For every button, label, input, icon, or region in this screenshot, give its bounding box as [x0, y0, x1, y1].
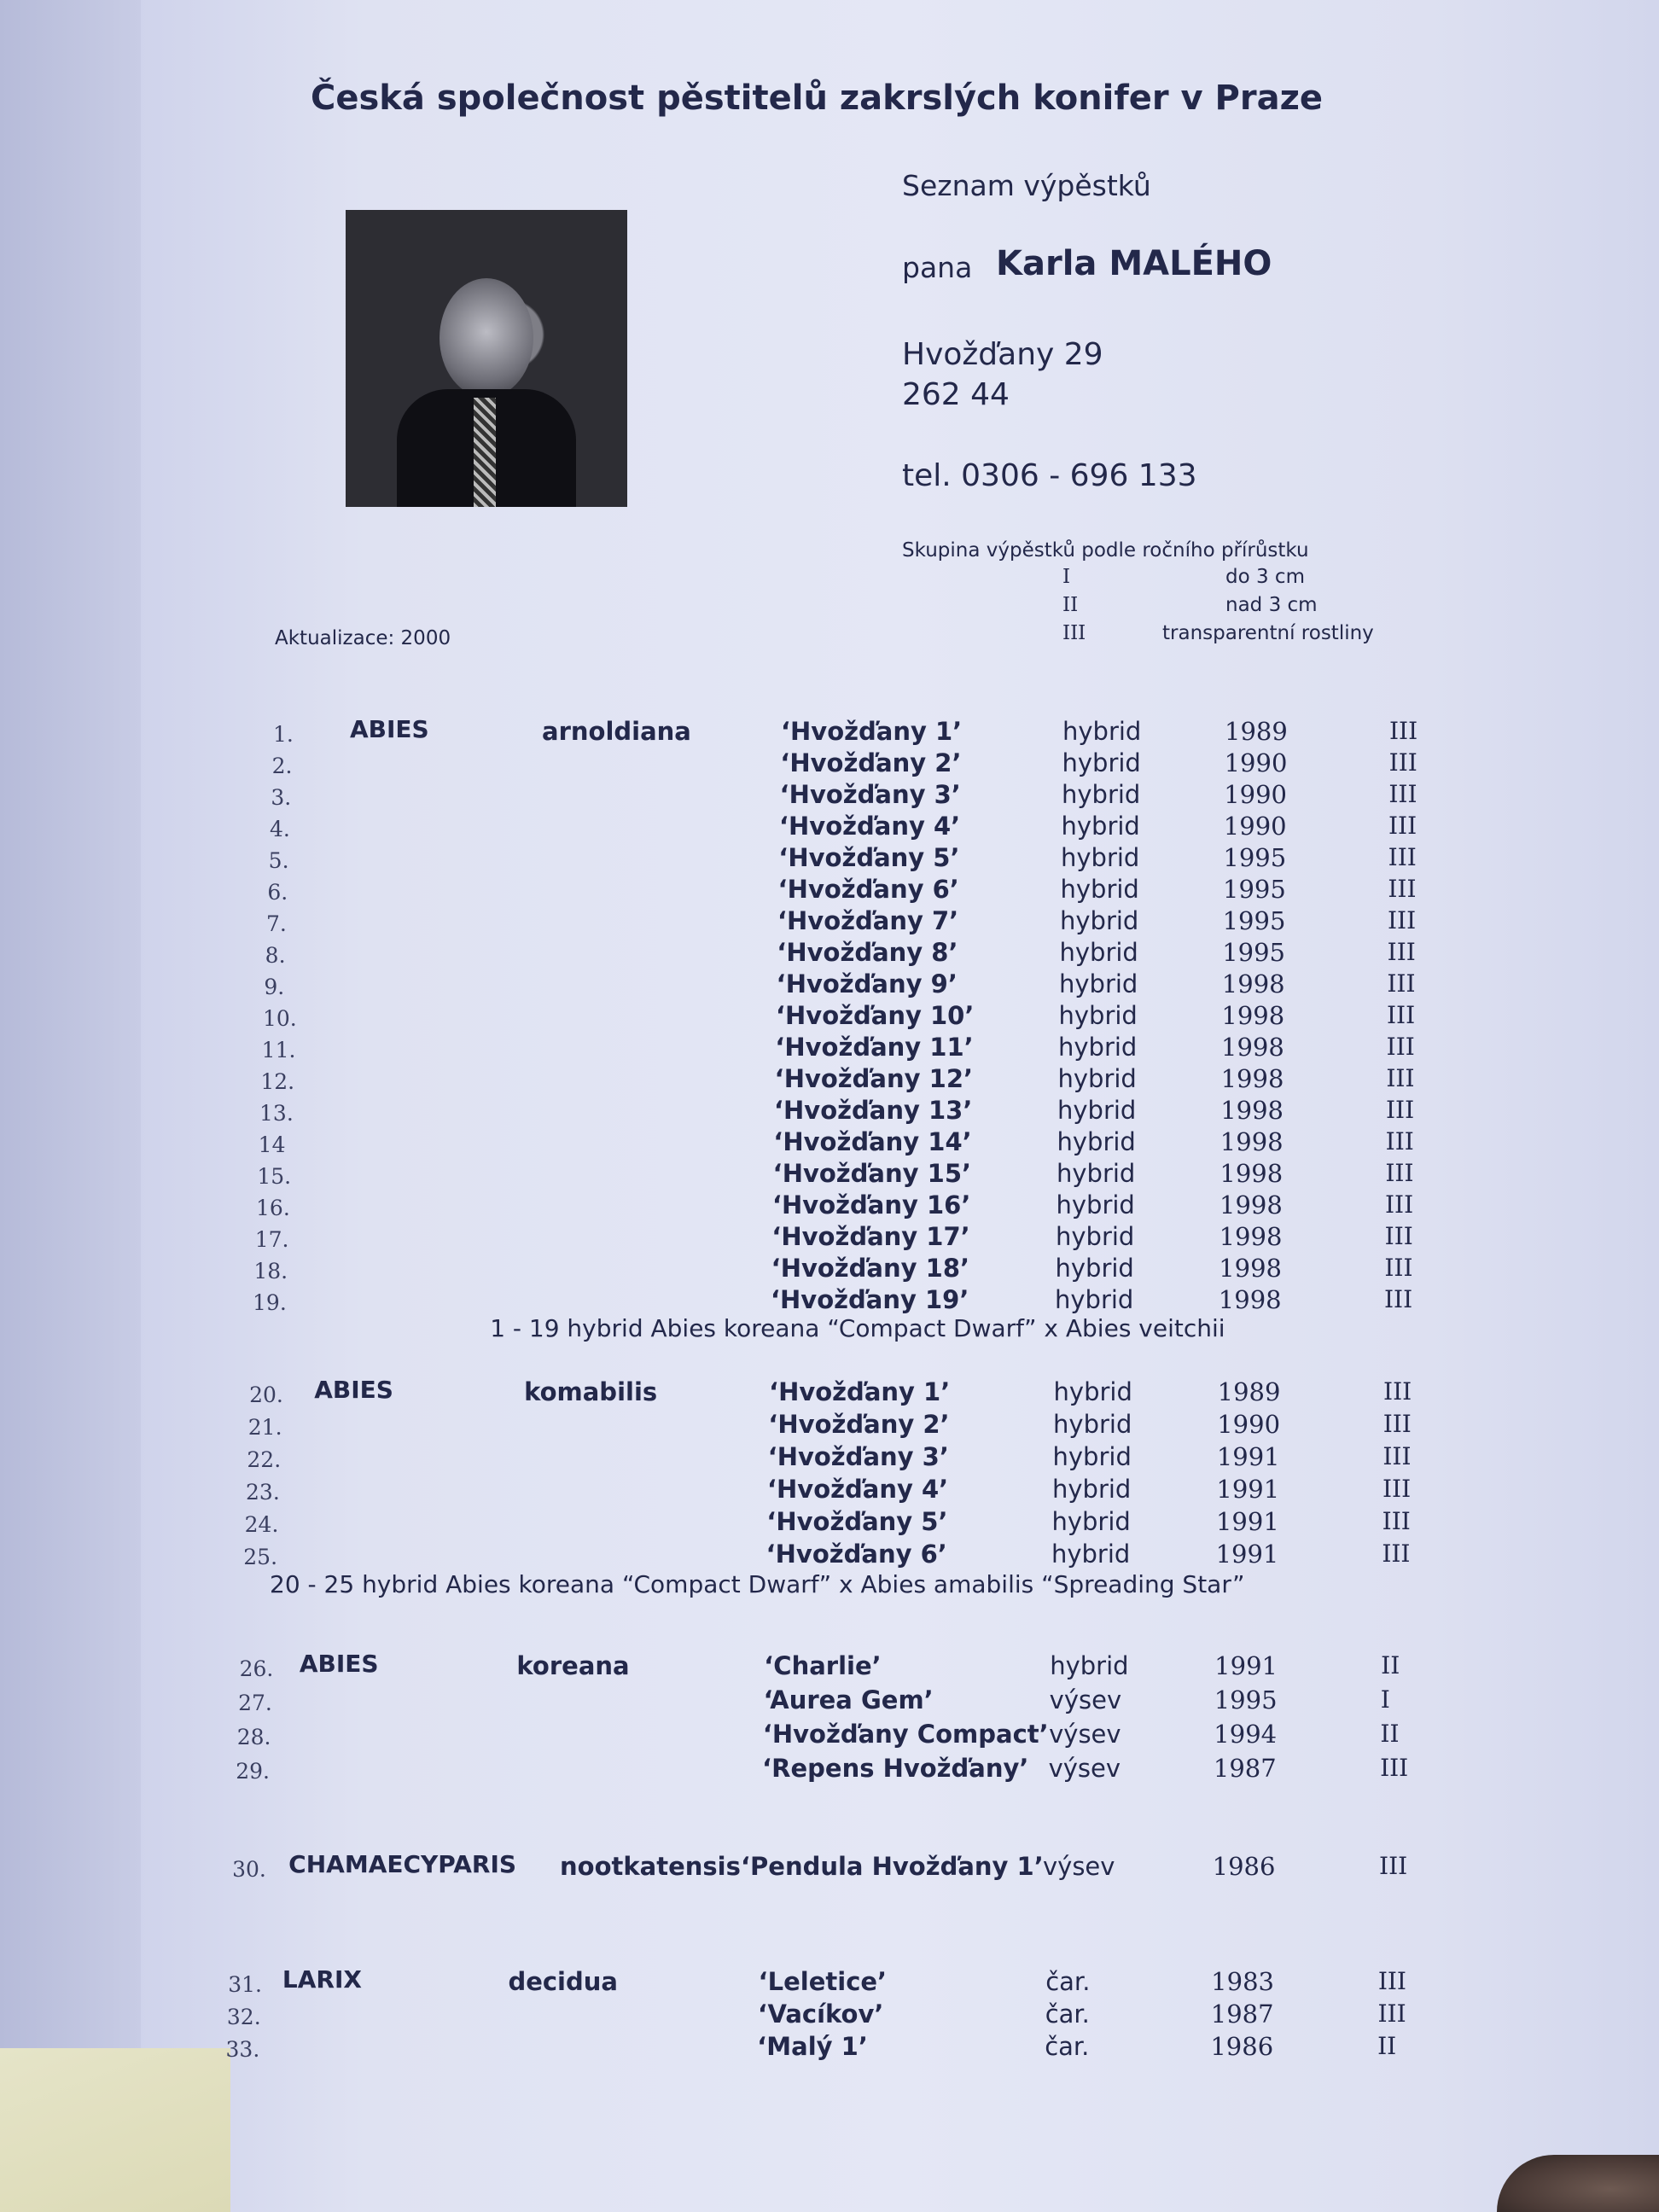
- cultivar-name: ‘Hvožďany 6’: [765, 1540, 947, 1569]
- origin: hybrid: [1058, 1033, 1138, 1062]
- row-number: 23.: [246, 1480, 280, 1505]
- origin: hybrid: [1062, 717, 1142, 746]
- year: 1995: [1223, 843, 1287, 872]
- cultivar-name: ‘Hvožďany 3’: [767, 1442, 949, 1471]
- legend-code: III: [1062, 622, 1086, 644]
- origin: hybrid: [1062, 748, 1141, 777]
- year: 1987: [1213, 1754, 1277, 1783]
- cultivar-name: ‘Hvožďany 13’: [774, 1096, 973, 1125]
- origin: hybrid: [1050, 1651, 1129, 1680]
- cultivar-name: ‘Hvožďany 1’: [781, 717, 963, 746]
- year: 1991: [1214, 1651, 1278, 1680]
- origin: hybrid: [1056, 1190, 1135, 1220]
- cultivar-name: ‘Hvožďany 18’: [771, 1254, 970, 1283]
- growth-group: III: [1387, 969, 1416, 998]
- year: 1989: [1217, 1377, 1281, 1406]
- growth-group: II: [1380, 1720, 1400, 1748]
- growth-group: III: [1386, 1064, 1415, 1092]
- row-number: 24.: [244, 1512, 279, 1537]
- origin: hybrid: [1055, 1254, 1134, 1283]
- cultivar-name: ‘Hvožďany 8’: [777, 938, 958, 967]
- growth-group: III: [1382, 1475, 1412, 1503]
- row-number: 10.: [263, 1006, 297, 1031]
- growth-group: III: [1380, 1754, 1409, 1782]
- origin: hybrid: [1051, 1540, 1131, 1569]
- row-number: 8.: [265, 943, 286, 968]
- row-number: 9.: [264, 975, 285, 999]
- origin: hybrid: [1060, 875, 1139, 904]
- cultivar-name: ‘Repens Hvožďany’: [762, 1754, 1029, 1783]
- species: nootkatensis: [560, 1852, 741, 1881]
- growth-group: III: [1382, 1442, 1412, 1470]
- legend-title: Skupina výpěstků podle ročního přírůstku: [902, 539, 1309, 562]
- row-number: 30.: [232, 1857, 266, 1882]
- year: 1995: [1214, 1685, 1278, 1714]
- background-corner: [0, 2048, 230, 2212]
- cultivar-name: ‘Hvožďany 9’: [776, 969, 958, 998]
- growth-group: III: [1386, 1096, 1415, 1124]
- growth-group: III: [1384, 1285, 1413, 1313]
- cultivar-name: ‘Hvožďany 3’: [779, 780, 961, 809]
- year: 1990: [1224, 748, 1288, 777]
- cultivar-name: ‘Hvožďany Compact’: [762, 1720, 1049, 1749]
- legend-code: I: [1062, 566, 1071, 588]
- year: 1995: [1222, 938, 1285, 967]
- year: 1998: [1220, 1127, 1284, 1156]
- origin: hybrid: [1057, 1127, 1136, 1156]
- row-number: 19.: [253, 1290, 287, 1315]
- legend-code: II: [1062, 594, 1079, 616]
- cultivar-name: ‘Hvožďany 7’: [777, 906, 959, 935]
- growth-group: I: [1380, 1685, 1390, 1714]
- row-number: 31.: [228, 1972, 263, 1997]
- origin: hybrid: [1057, 1159, 1136, 1188]
- origin: výsev: [1048, 1754, 1121, 1783]
- cultivar-name: ‘Hvožďany 2’: [780, 748, 962, 777]
- origin: hybrid: [1052, 1442, 1132, 1471]
- origin: hybrid: [1056, 1222, 1135, 1251]
- row-number: 14: [258, 1132, 286, 1157]
- year: 1998: [1221, 1001, 1285, 1030]
- legend-text: do 3 cm: [1225, 566, 1305, 588]
- year: 1991: [1216, 1475, 1280, 1504]
- cultivar-name: ‘Hvožďany 15’: [772, 1159, 972, 1188]
- year: 1991: [1215, 1507, 1279, 1536]
- origin: výsev: [1049, 1685, 1122, 1714]
- table-note: 1 - 19 hybrid Abies koreana “Compact Dwarf” x Abies veitchii: [490, 1314, 1225, 1342]
- cultivar-name: ‘Hvožďany 4’: [767, 1475, 949, 1504]
- growth-group: III: [1377, 1967, 1406, 1995]
- origin: hybrid: [1051, 1507, 1131, 1536]
- year: 1998: [1220, 1064, 1284, 1093]
- list-label: Seznam výpěstků: [902, 169, 1151, 202]
- growth-group: III: [1389, 717, 1418, 745]
- year: 1983: [1211, 1967, 1274, 1996]
- cultivar-name: ‘Vacíkov’: [757, 2000, 884, 2029]
- genus: ABIES: [314, 1376, 393, 1404]
- year: 1998: [1218, 1285, 1282, 1314]
- year: 1990: [1224, 780, 1287, 809]
- year: 1995: [1223, 875, 1286, 904]
- row-number: 6.: [267, 880, 288, 905]
- row-number: 2.: [271, 754, 293, 778]
- growth-group: III: [1377, 2000, 1406, 2028]
- row-number: 28.: [236, 1725, 271, 1749]
- year: 1991: [1216, 1442, 1280, 1471]
- origin: čar.: [1045, 2032, 1090, 2061]
- year: 1998: [1220, 1159, 1284, 1188]
- species: arnoldiana: [542, 717, 691, 746]
- genus: CHAMAECYPARIS: [288, 1850, 517, 1878]
- genus: LARIX: [282, 1965, 362, 1994]
- growth-group: II: [1377, 2032, 1397, 2060]
- year: 1991: [1215, 1540, 1279, 1569]
- growth-group: III: [1388, 906, 1417, 934]
- origin: čar.: [1045, 2000, 1090, 2029]
- year: 1986: [1212, 1852, 1276, 1881]
- growth-group: III: [1382, 1507, 1411, 1535]
- origin: hybrid: [1062, 780, 1141, 809]
- cultivar-name: ‘Hvožďany 14’: [773, 1127, 972, 1156]
- growth-group: III: [1388, 748, 1417, 777]
- row-number: 26.: [239, 1656, 274, 1681]
- row-number: 17.: [254, 1227, 289, 1252]
- row-number: 33.: [225, 2037, 260, 2062]
- growth-group: III: [1382, 1410, 1412, 1438]
- row-number: 32.: [226, 2005, 261, 2029]
- origin: hybrid: [1059, 938, 1138, 967]
- origin: hybrid: [1057, 1064, 1137, 1093]
- cultivar-name: ‘Hvožďany 10’: [776, 1001, 975, 1030]
- year: 1989: [1225, 717, 1288, 746]
- pana-label: pana: [902, 251, 973, 284]
- telephone: tel. 0306 - 696 133: [902, 458, 1197, 493]
- row-number: 12.: [260, 1069, 295, 1094]
- year: 1990: [1217, 1410, 1281, 1439]
- document-title: Česká společnost pěstitelů zakrslých konifer v Praze: [311, 79, 1323, 118]
- year: 1998: [1219, 1254, 1283, 1283]
- growth-group: III: [1384, 1222, 1413, 1250]
- year: 1998: [1219, 1222, 1283, 1251]
- row-number: 1.: [273, 722, 294, 747]
- growth-group: III: [1383, 1377, 1412, 1406]
- row-number: 4.: [270, 817, 290, 841]
- row-number: 7.: [266, 911, 287, 936]
- cultivar-name: ‘Hvožďany 6’: [777, 875, 959, 904]
- year: 1998: [1221, 969, 1285, 998]
- growth-group: III: [1385, 1159, 1414, 1187]
- cultivar-name: ‘Hvožďany 2’: [768, 1410, 950, 1439]
- year: 1998: [1220, 1096, 1284, 1125]
- origin: výsev: [1043, 1852, 1115, 1881]
- year: 1986: [1210, 2032, 1274, 2061]
- growth-group: III: [1388, 780, 1417, 808]
- growth-group: III: [1379, 1852, 1408, 1880]
- cultivar-name: ‘Hvožďany 19’: [771, 1285, 969, 1314]
- update-date: Aktualizace: 2000: [275, 627, 451, 649]
- row-number: 21.: [247, 1415, 282, 1440]
- row-number: 5.: [268, 848, 289, 873]
- species: komabilis: [524, 1377, 658, 1406]
- cultivar-name: ‘Malý 1’: [757, 2032, 868, 2061]
- cultivar-name: ‘Hvožďany 17’: [771, 1222, 970, 1251]
- origin: hybrid: [1061, 812, 1140, 841]
- portrait-photo: [346, 210, 627, 507]
- origin: hybrid: [1052, 1475, 1132, 1504]
- grower-name: Karla MALÉHO: [996, 244, 1272, 283]
- address-street: Hvožďany 29: [902, 337, 1103, 372]
- growth-group: III: [1388, 812, 1417, 840]
- cultivar-name: ‘Hvožďany 5’: [766, 1507, 948, 1536]
- cultivar-name: ‘Leletice’: [758, 1967, 888, 1996]
- origin: hybrid: [1061, 843, 1140, 872]
- row-number: 3.: [271, 785, 292, 810]
- year: 1995: [1222, 906, 1286, 935]
- growth-group: III: [1384, 1254, 1413, 1282]
- origin: hybrid: [1053, 1377, 1132, 1406]
- growth-group: II: [1381, 1651, 1400, 1679]
- row-number: 29.: [236, 1759, 271, 1784]
- genus: ABIES: [350, 715, 429, 743]
- row-number: 15.: [257, 1164, 292, 1189]
- cultivar-name: ‘Hvožďany 12’: [774, 1064, 974, 1093]
- growth-group: III: [1385, 1127, 1414, 1155]
- table-note: 20 - 25 hybrid Abies koreana “Compact Dwarf” x Abies amabilis “Spreading Star”: [270, 1570, 1245, 1598]
- origin: čar.: [1045, 1967, 1091, 1996]
- year: 1998: [1220, 1190, 1283, 1220]
- address-zip: 262 44: [902, 377, 1010, 412]
- growth-group: III: [1387, 1001, 1416, 1029]
- species: koreana: [516, 1651, 630, 1680]
- year: 1990: [1223, 812, 1287, 841]
- row-number: 18.: [253, 1259, 288, 1284]
- origin: hybrid: [1057, 1096, 1137, 1125]
- row-number: 16.: [256, 1196, 290, 1220]
- growth-group: III: [1382, 1540, 1411, 1568]
- origin: hybrid: [1060, 906, 1139, 935]
- legend-text: nad 3 cm: [1225, 594, 1318, 616]
- row-number: 11.: [261, 1038, 296, 1062]
- cultivar-name: ‘Hvožďany 16’: [772, 1190, 971, 1220]
- growth-group: III: [1388, 843, 1417, 871]
- growth-group: III: [1385, 1190, 1414, 1219]
- origin: hybrid: [1053, 1410, 1132, 1439]
- origin: výsev: [1049, 1720, 1121, 1749]
- legend-text: transparentní rostliny: [1162, 622, 1374, 644]
- cultivar-name: ‘Hvožďany 11’: [775, 1033, 974, 1062]
- origin: hybrid: [1055, 1285, 1134, 1314]
- row-number: 20.: [249, 1382, 283, 1407]
- page-shadow: [0, 0, 141, 2212]
- origin: hybrid: [1059, 969, 1138, 998]
- genus: ABIES: [299, 1650, 379, 1678]
- origin: hybrid: [1058, 1001, 1138, 1030]
- cultivar-name: ‘Hvožďany 4’: [779, 812, 961, 841]
- row-number: 27.: [238, 1691, 272, 1715]
- species: decidua: [508, 1967, 618, 1996]
- growth-group: III: [1386, 1033, 1415, 1061]
- row-number: 22.: [247, 1447, 282, 1472]
- row-number: 25.: [243, 1545, 278, 1569]
- cultivar-name: ‘Hvožďany 1’: [769, 1377, 951, 1406]
- cultivar-name: ‘Charlie’: [764, 1651, 882, 1680]
- row-number: 13.: [259, 1101, 294, 1126]
- year: 1998: [1221, 1033, 1284, 1062]
- growth-group: III: [1388, 875, 1417, 903]
- cultivar-name: ‘Pendula Hvožďany 1’: [741, 1852, 1044, 1881]
- cultivar-name: ‘Aurea Gem’: [763, 1685, 934, 1714]
- cultivar-name: ‘Hvožďany 5’: [778, 843, 960, 872]
- year: 1994: [1214, 1720, 1278, 1749]
- year: 1987: [1210, 2000, 1274, 2029]
- growth-group: III: [1387, 938, 1416, 966]
